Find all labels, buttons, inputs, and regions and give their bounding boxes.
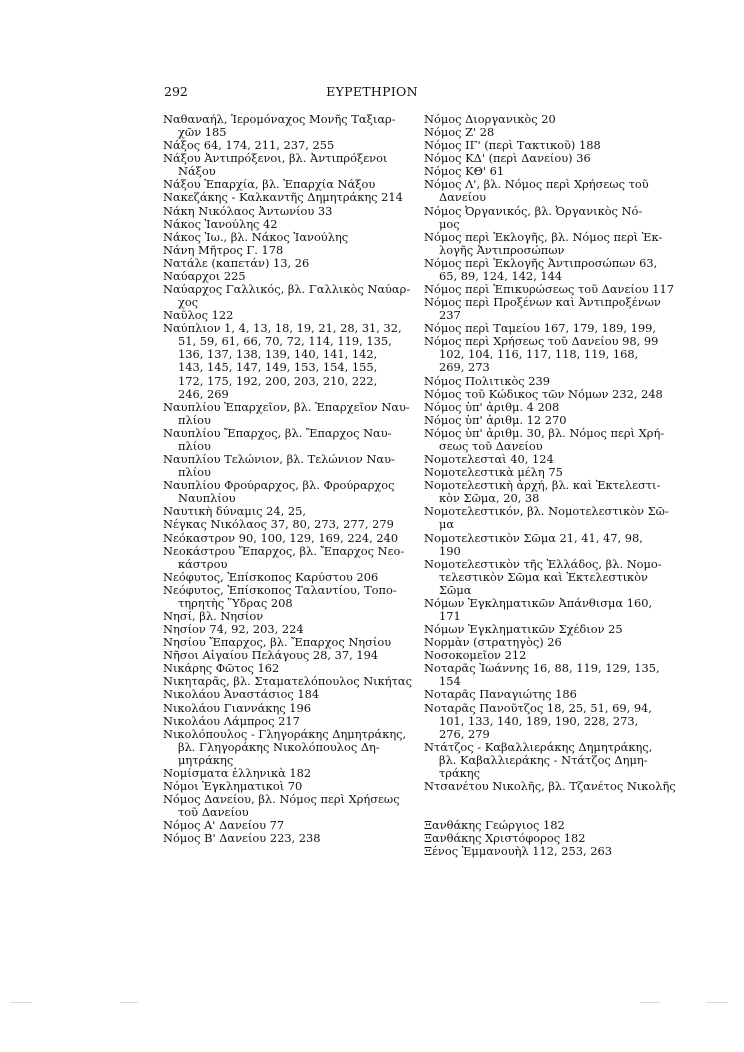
- index-entry: [424, 414, 664, 427]
- index-entry: [163, 321, 402, 401]
- index-entry-line: Νομοτελεσταὶ 40, 124: [424, 452, 554, 467]
- index-entry: [424, 335, 664, 374]
- index-entry-continuation: χῶν 185: [178, 125, 227, 140]
- index-entry-line: Νοταρᾶς Παναγιώτης 186: [424, 687, 577, 702]
- index-entry-continuation: Σῶμα: [439, 582, 472, 597]
- index-entry-continuation: κάστρου: [178, 556, 228, 571]
- index-entry-line: Ναῦλος 122: [163, 308, 234, 323]
- index-entry: [163, 832, 399, 845]
- index-entry-continuation: πλίου: [178, 412, 211, 427]
- index-entry-line: Νατάλε (καπετάν) 13, 26: [163, 255, 310, 270]
- index-entry: [163, 571, 399, 584]
- index-entry: [163, 518, 399, 531]
- index-entry-line: Νησί, βλ. Νησίον: [163, 608, 264, 623]
- index-entry: [424, 427, 664, 453]
- index-entry: [163, 532, 399, 545]
- index-entry-continuation: 143, 145, 147, 149, 153, 154, 155,: [178, 360, 378, 375]
- index-entry-continuation: 171: [439, 608, 461, 623]
- scan-edge-mark: [120, 1002, 138, 1003]
- index-entry-continuation: 51, 59, 61, 66, 70, 72, 114, 119, 135,: [178, 334, 392, 349]
- index-entry: [424, 558, 664, 597]
- index-entry-line: Νικολάου Γιαννάκης 196: [163, 700, 312, 715]
- index-entry: [163, 793, 399, 819]
- index-entry-continuation: κὸν Σῶμα, 20, 38: [439, 491, 540, 506]
- index-entry: [424, 205, 664, 231]
- index-entry-line: Ναυπλίου Ἐπαρχεῖον, βλ. Ἐπαρχεῖον Ναυ-: [163, 399, 410, 414]
- index-entry: [163, 688, 399, 701]
- index-entry-continuation: λογῆς Ἀντιπροσώπων: [439, 242, 565, 257]
- index-entry-line: Νόμος Διοργανικὸς 20: [424, 112, 556, 126]
- index-entry-line: Νόμος Πολιτικὸς 239: [424, 373, 551, 388]
- index-entry-continuation: τοῦ Δανείου: [178, 805, 249, 820]
- scan-edge-mark: [10, 1002, 32, 1003]
- index-entry-line: Νόμος περὶ Προξένων καὶ Ἀντιπροξένων: [424, 295, 661, 310]
- index-entry: [163, 244, 399, 257]
- index-entry: [163, 427, 399, 453]
- index-entry: [163, 399, 410, 427]
- index-entry-line: Νησίον 74, 92, 203, 224: [163, 622, 304, 637]
- index-entry-line: Ντσανέτου Νικολῆς, βλ. Τζανέτος Νικολῆς: [424, 778, 676, 793]
- index-entry: [163, 702, 399, 715]
- index-entry-continuation: Νάξου: [178, 164, 216, 179]
- index-entry-continuation: 136, 137, 138, 139, 140, 141, 142,: [178, 347, 378, 362]
- index-entry-continuation: πλίου: [178, 438, 211, 453]
- index-entry-continuation: 154: [439, 674, 461, 689]
- index-entry-continuation: Δανείου: [439, 190, 486, 205]
- index-entry: [424, 688, 664, 701]
- index-entry-line: Νόμος ὑπ' ἀριθμ. 4 208: [424, 399, 560, 414]
- index-entry: [163, 152, 399, 178]
- index-entry-line: Ξανθάκης Γεώργιος 182: [424, 818, 565, 833]
- index-entry-line: Νικηταρᾶς, βλ. Σταματελόπουλος Νικήτας: [163, 674, 412, 689]
- index-entry-line: Νάκος Ἰω., βλ. Νάκος Ἰανούλης: [163, 229, 349, 244]
- index-entry-continuation: 101, 133, 140, 189, 190, 228, 273,: [439, 713, 639, 728]
- index-entry-line: Ναυπλίου Φρούραρχος, βλ. Φρούραρχος: [163, 478, 395, 493]
- index-entry-continuation: 276, 279: [439, 726, 490, 741]
- index-entry-continuation: χος: [178, 295, 199, 310]
- index-entry-line: Νόμοι Ἐγκληματικοὶ 70: [163, 778, 303, 793]
- page-title: ΕΥΡΕΤΗΡΙΟΝ: [326, 84, 418, 99]
- index-entry-line: Νομίσματα ἑλληνικὰ 182: [163, 765, 312, 780]
- index-letter-gap: [424, 793, 664, 819]
- index-entry-line: Ναυτικὴ δύναμις 24, 25,: [163, 504, 307, 519]
- index-entry-line: Νόμος τοῦ Κώδικος τῶν Νόμων 232, 248: [424, 386, 663, 401]
- index-entry-line: Ντάτζος - Καβαλλιεράκης Δημητράκης,: [424, 739, 653, 754]
- index-entry-continuation: 237: [439, 308, 461, 323]
- index-entry-continuation: 102, 104, 116, 117, 118, 119, 168,: [439, 347, 639, 362]
- index-entry-line: Νάκος Ἰανούλης 42: [163, 216, 278, 231]
- index-entry-continuation: τράκης: [439, 765, 481, 780]
- index-entry-line: Ναύπλιον 1, 4, 13, 18, 19, 21, 28, 31, 32,: [163, 321, 402, 336]
- index-entry-line: Νόμος Ζ' 28: [424, 125, 495, 140]
- index-entry: [163, 113, 399, 139]
- index-entry-continuation: 172, 175, 192, 200, 203, 210, 222,: [178, 373, 378, 388]
- index-entry-line: Νῆσοι Αἰγαίου Πελάγους 28, 37, 194: [163, 648, 379, 663]
- index-entry-continuation: πλίου: [178, 465, 211, 480]
- index-entry: [424, 388, 664, 401]
- index-entry: [424, 702, 664, 741]
- index-entry: [163, 205, 399, 218]
- index-entry-continuation: βλ. Καβαλλιεράκης - Ντάτζος Δημη-: [439, 752, 648, 767]
- index-entry-line: Νομοτελεστικὰ μέλη 75: [424, 465, 563, 480]
- index-entry-line: Νάξου Ἐπαρχία, βλ. Ἐπαρχία Νάξου: [163, 177, 376, 192]
- index-entry-continuation: μος: [439, 216, 460, 231]
- page-number: 292: [164, 84, 188, 99]
- index-entry-line: Νικάρης Φῶτος 162: [163, 661, 280, 676]
- index-entry: [163, 584, 399, 610]
- index-entry: [424, 231, 664, 257]
- index-entry-line: Νόμος ΚΔ' (περὶ Δανείου) 36: [424, 151, 591, 166]
- index-entry: [163, 479, 399, 505]
- index-entry: [424, 401, 664, 414]
- index-entry: [424, 778, 676, 793]
- index-entry-line: Νικολάου Λάμπρος 217: [163, 713, 300, 728]
- index-entry-line: Νομοτελεστικὴ ἀρχή, βλ. καὶ Ἐκτελεστι-: [424, 478, 661, 493]
- index-entry-line: Νοσοκομεῖον 212: [424, 648, 527, 663]
- index-entry-line: Νοταρᾶς Πανοῦτζος 18, 25, 51, 69, 94,: [424, 700, 652, 715]
- index-entry-line: Νικολόπουλος - Γληγοράκης Δημητράκης,: [163, 726, 407, 741]
- index-entry-line: Νόμος ΙΓ' (περὶ Τακτικοῦ) 188: [424, 138, 601, 153]
- index-entry: [424, 662, 664, 688]
- index-entry-line: Νικολάου Ἀναστάσιος 184: [163, 687, 320, 702]
- index-entry-line: Νάξου Ἀντιπρόξενοι, βλ. Ἀντιπρόξενοι: [163, 151, 388, 166]
- index-entry: [424, 845, 664, 858]
- index-entry-continuation: 269, 273: [439, 360, 490, 375]
- index-entry-line: Νομοτελεστικὸν τῆς Ἑλλάδος, βλ. Νομο-: [424, 556, 662, 571]
- index-entry-line: Νεόφυτος, Ἐπίσκοπος Ταλαντίου, Τοπο-: [163, 582, 397, 597]
- index-entry: [424, 504, 669, 532]
- index-entry: [163, 715, 399, 728]
- index-entry-line: Νόμος περὶ Ἐκλογῆς Ἀντιπροσώπων 63,: [424, 255, 658, 270]
- index-entry-line: Νόμων Ἐγκληματικῶν Σχέδιον 25: [424, 622, 623, 637]
- index-entry: [424, 741, 664, 780]
- index-entry-line: Ναύαρχοι 225: [163, 268, 246, 283]
- index-entry-line: Νεόφυτος, Ἐπίσκοπος Καρύστου 206: [163, 569, 379, 584]
- index-entry-line: Νησίου Ἔπαρχος, βλ. Ἔπαρχος Νησίου: [163, 635, 392, 650]
- index-entry: [424, 597, 664, 623]
- index-column-right: [424, 112, 676, 859]
- index-entry: [163, 543, 405, 571]
- index-entry-line: Νόμος ΚΘ' 61: [424, 164, 505, 179]
- index-entry-continuation: μα: [439, 517, 455, 532]
- index-entry: [424, 257, 664, 283]
- index-entry-line: Ναθαναήλ, Ἱερομόναχος Μονῆς Ταξιαρ-: [163, 112, 396, 126]
- index-entry-line: Νοταρᾶς Ἰωάννης 16, 88, 119, 129, 135,: [424, 661, 660, 676]
- index-entry-line: Νέγκας Νικόλαος 37, 80, 273, 277, 279: [163, 517, 394, 532]
- index-entry-continuation: τηρητὴς Ὕδρας 208: [178, 595, 293, 610]
- index-entry-line: Νακεζάκης - Καλκαντῆς Δημητράκης 214: [163, 190, 403, 205]
- index-entry-line: Ναυπλίου Ἔπαρχος, βλ. Ἔπαρχος Ναυ-: [163, 425, 392, 440]
- index-entry: [424, 479, 664, 505]
- index-entry-line: Νόμος περὶ Ἐκλογῆς, βλ. Νόμος περὶ Ἐκ-: [424, 229, 663, 244]
- index-entry-continuation: 246, 269: [178, 386, 229, 401]
- scan-edge-mark: [640, 1002, 660, 1003]
- index-entry-line: Νόμος περὶ Χρήσεως τοῦ Δανείου 98, 99: [424, 334, 659, 349]
- index-entry: [424, 532, 664, 558]
- index-entry: [424, 178, 664, 204]
- index-entry-continuation: Ναυπλίου: [178, 491, 236, 506]
- index-entry-line: Ναύαρχος Γαλλικός, βλ. Γαλλικὸς Ναύαρ-: [163, 282, 411, 297]
- index-entry: [163, 453, 399, 479]
- index-entry: [163, 726, 407, 767]
- index-column-left: [163, 112, 412, 846]
- index-entry-continuation: βλ. Γληγοράκης Νικολόπουλος Δη-: [178, 739, 380, 754]
- index-entry: [424, 375, 664, 388]
- index-entry-line: Νόμων Ἐγκληματικῶν Ἀπάνθισμα 160,: [424, 595, 653, 610]
- index-entry-line: Νόμος Ὀργανικός, βλ. Ὀργανικὸς Νό-: [424, 203, 643, 218]
- index-entry-line: Νόμος Α' Δανείου 77: [163, 818, 285, 833]
- index-entry: [424, 296, 664, 322]
- index-entry-line: Νομοτελεστικόν, βλ. Νομοτελεστικὸν Σῶ-: [424, 504, 669, 519]
- index-entry-line: Ξένος Ἐμμανουὴλ 112, 253, 263: [424, 844, 612, 859]
- index-entry-line: Νορμὰν (στρατηγὸς) 26: [424, 635, 562, 650]
- index-entry: [163, 282, 411, 310]
- index-entry: [163, 218, 399, 231]
- index-entry-continuation: 190: [439, 543, 461, 558]
- index-entry-line: Νάκη Νικόλαος Ἀντωνίου 33: [163, 203, 333, 218]
- index-entry-line: Νόμος περὶ Ἐπικυρώσεως τοῦ Δανείου 117: [424, 282, 674, 297]
- index-entry-continuation: μητράκης: [178, 752, 234, 767]
- index-entry-line: Νεόκαστρον 90, 100, 129, 169, 224, 240: [163, 530, 399, 545]
- index-entry-continuation: σεως τοῦ Δανείου: [439, 438, 543, 453]
- index-entry: [163, 190, 403, 205]
- index-entry-line: Νάνη Μῆτρος Γ. 178: [163, 242, 284, 257]
- index-entry-line: Νόμος ὑπ' ἀριθμ. 30, βλ. Νόμος περὶ Χρή-: [424, 425, 665, 440]
- index-entry-line: Νομοτελεστικὸν Σῶμα 21, 41, 47, 98,: [424, 530, 643, 545]
- index-entry-line: Νόμος περὶ Ταμείου 167, 179, 189, 199,: [424, 321, 657, 336]
- index-entry-continuation: τελεστικὸν Σῶμα καὶ Ἐκτελεστικὸν: [439, 569, 648, 584]
- index-entry: [163, 231, 399, 244]
- index-entry-line: Νεοκάστρου Ἔπαρχος, βλ. Ἔπαρχος Νεο-: [163, 543, 405, 558]
- index-entry-line: Ξανθάκης Χριστόφορος 182: [424, 831, 586, 846]
- index-entry: [163, 257, 399, 270]
- index-entry-line: Νόμος Β' Δανείου 223, 238: [163, 831, 321, 846]
- index-entry-line: Νόμος Δανείου, βλ. Νόμος περὶ Χρήσεως: [163, 792, 400, 807]
- index-entry-continuation: 65, 89, 124, 142, 144: [439, 268, 563, 283]
- index-entry-line: Νάξος 64, 174, 211, 237, 255: [163, 138, 335, 153]
- index-entry-line: Νόμος Λ', βλ. Νόμος περὶ Χρήσεως τοῦ: [424, 177, 649, 192]
- index-entry-line: Νόμος ὑπ' ἀριθμ. 12 270: [424, 412, 567, 427]
- index-entry-line: Ναυπλίου Τελώνιον, βλ. Τελώνιον Ναυ-: [163, 452, 395, 467]
- scan-edge-mark: [706, 1002, 728, 1003]
